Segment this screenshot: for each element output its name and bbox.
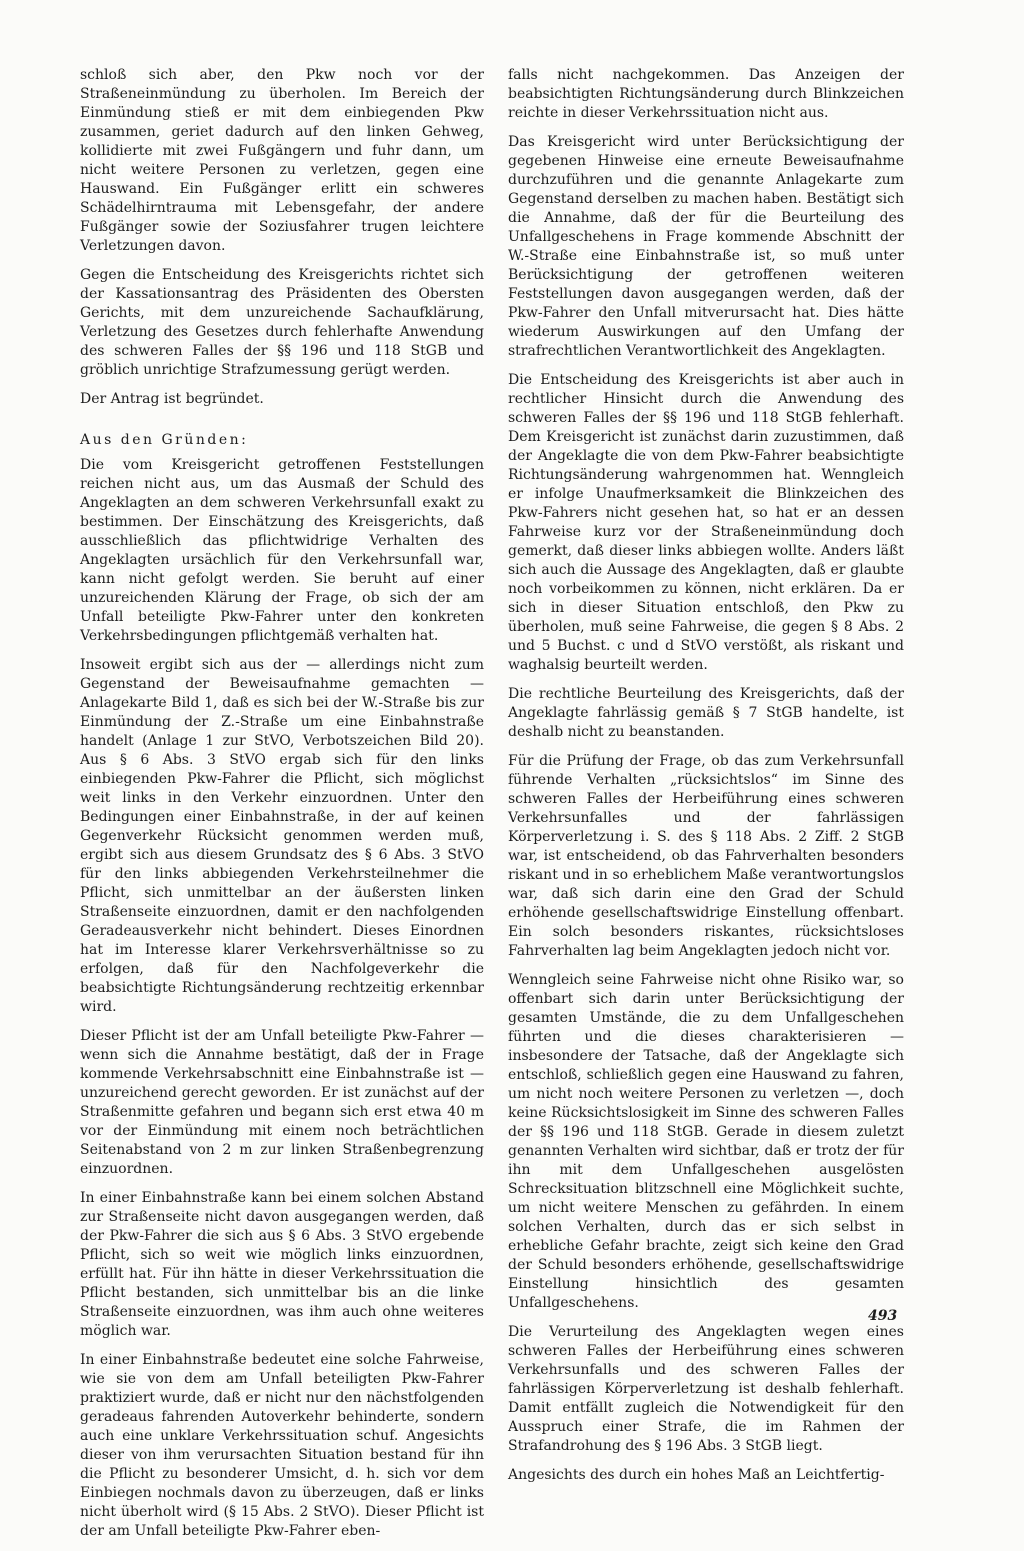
paragraph: Für die Prüfung der Frage, ob das zum Verkehrsunfall führende Verhalten „rücksichtslos“ im Sinne des schweren Falles der Herbeiführung eines schweren Verkehrsunfalles und der fahrlässigen Körperverletzung i. S. des § 118 Abs. 2 Ziff. 2 StGB war, ist entscheidend, ob das Fahrverhalten besonders riskant und in so erheblichem Maße verantwortungslos war, daß sich darin eine den Grad der Schuld erhöhende gesellschaftswidrige Einstellung offenbart. Ein solch besonders riskantes, rücksichtsloses Fahrverhalten lag beim Angeklagten jedoch nicht vor. <box>508 753 904 959</box>
paragraph: falls nicht nachgekommen. Das Anzeigen der beabsichtigten Richtungsänderung durch Blinkzeichen reichte in dieser Verkehrssituation nicht aus. <box>508 67 904 121</box>
paragraph: Der Antrag ist begründet. <box>80 391 264 407</box>
paragraph: Die Verurteilung des Angeklagten wegen eines schweren Falles der Herbeiführung eines schweren Verkehrsunfalls und des schweren Falles der fahrlässigen Körperverletzung ist deshalb fehlerhaft. Damit entfällt zugleich die Notwendigkeit für den Ausspruch einer Strafe, die im Rahmen der Strafandrohung des § 196 Abs. 3 StGB liegt. <box>508 1324 904 1454</box>
paragraph: Die Entscheidung des Kreisgerichts ist aber auch in rechtlicher Hinsicht durch die Anwendung des schweren Falles der §§ 196 und 118 StGB fehlerhaft. Dem Kreisgericht ist zunächst darin zuzustimmen, daß der Angeklagte die von dem Pkw-Fahrer beabsichtigte Richtungsänderung wahrgenommen hat. Wenngleich er infolge Unaufmerksamkeit die Blinkzeichen des Pkw-Fahrers nicht gesehen hat, so hat er an dessen Fahrweise kurz vor der Straßeneinmündung doch gemerkt, daß dieser links abbiegen wollte. Anders läßt sich auch die Aussage des Angeklagten, daß er glaubte noch vorbeikommen zu können, nicht erklären. Da er sich in dieser Situation entschloß, den Pkw zu überholen, muß seine Fahrweise, die gegen § 8 Abs. 2 und 5 Buchst. c und d StVO verstößt, als riskant und waghalsig beurteilt werden. <box>508 372 904 673</box>
page-number: 493 <box>868 1308 898 1324</box>
paragraph: Dieser Pflicht ist der am Unfall beteiligte Pkw-Fahrer — wenn sich die Annahme bestätigt, daß der in Frage kommende Verkehrsabschnitt eine Einbahnstraße ist — unzureichend gerecht geworden. Er ist zunächst auf der Straßenmitte gefahren und begann sich erst etwa 40 m vor der Einmündung mit einem noch beträchtlichen Seitenabstand von 2 m zur linken Straßenbegrenzung einzuordnen. <box>80 1028 484 1177</box>
paragraph: Insoweit ergibt sich aus der — allerdings nicht zum Gegenstand der Beweisaufnahme gemachten — Anlagekarte Bild 1, daß es sich bei der W.-Straße bis zur Einmündung der Z.-Straße um eine Einbahnstraße handelt (Anlage 1 zur StVO, Verbotszeichen Bild 20). Aus § 6 Abs. 3 StVO ergab sich für den links einbiegenden Pkw-Fahrer die Pflicht, sich möglichst weit links in den Verkehr einzuordnen. Unter den Bedingungen einer Einbahnstraße, in der auf keinen Gegenverkehr Rücksicht genommen werden muß, ergibt sich aus diesem Grundsatz des § 6 Abs. 3 StVO für den links abbiegenden Verkehrsteilnehmer die Pflicht, sich unmittelbar an der äußersten linken Straßenseite einzuordnen, damit er den nachfolgenden Geradeausverkehr nicht behindert. Dieses Einordnen hat im Interesse klarer Verkehrsverhältnisse so zu erfolgen, daß für den Nachfolgeverkehr die beabsichtigte Richtungsänderung rechtzeitig erkennbar wird. <box>80 657 484 1015</box>
paragraph: Wenngleich seine Fahrweise nicht ohne Risiko war, so offenbart sich darin unter Berücksichtigung der gesamten Umstände, die zu dem Unfallgeschehen führten und die dieses charakterisieren — insbesondere der Tatsache, daß der Angeklagte sich entschloß, schließlich gegen eine Hauswand zu fahren, um nicht noch weitere Personen zu verletzen —, doch keine Rücksichtslosigkeit im Sinne des schweren Falles der §§ 196 und 118 StGB. Gerade in diesem zuletzt genannten Verhalten wird sichtbar, daß er trotz der für ihn mit dem Unfallgeschehen ausgelösten Schrecksituation blitzschnell eine Möglichkeit suchte, um nicht weitere Menschen zu gefährden. In einem solchen Verhalten, durch das er sich selbst in erhebliche Gefahr brachte, zeigt sich keine den Grad der Schuld besonders erhöhende, gesellschaftswidrige Einstellung hinsichtlich des gesamten Unfallgeschehens. <box>508 972 904 1311</box>
paragraph: Gegen die Entscheidung des Kreisgerichts richtet sich der Kassationsantrag des Präsidenten des Obersten Gerichts, mit dem unzureichende Sachaufklärung, Verletzung des Gesetzes durch fehlerhafte Anwendung des schweren Falles der §§ 196 und 118 StGB und gröblich unrichtige Strafzumessung gerügt werden. <box>80 267 484 378</box>
right-column <box>508 66 904 1495</box>
section-heading: Aus den Gründen: <box>80 432 249 448</box>
paragraph: schloß sich aber, den Pkw noch vor der Straßeneinmündung zu überholen. Im Bereich der Einmündung stieß er mit dem einbiegenden Pkw zusammen, geriet dadurch auf den linken Gehweg, kollidierte mit zwei Fußgängern und fuhr dann, um nicht weitere Personen zu verletzen, gegen eine Hauswand. Ein Fußgänger erlitt ein schweres Schädelhirntrauma mit Lebensgefahr, der andere Fußgänger sowie der Soziusfahrer trugen leichtere Verletzungen davon. <box>80 67 484 254</box>
paragraph: Das Kreisgericht wird unter Berücksichtigung der gegebenen Hinweise eine erneute Beweisaufnahme durchzuführen und die genannte Anlagekarte zum Gegenstand derselben zu machen haben. Bestätigt sich die Annahme, daß der für die Beurteilung des Unfallgeschehens in Frage kommende Abschnitt der W.-Straße eine Einbahnstraße ist, so muß unter Berücksichtigung der getroffenen weiteren Feststellungen davon ausgegangen werden, daß der Pkw-Fahrer den Unfall mitverursacht hat. Dies hätte wiederum Auswirkungen auf den Umfang der strafrechtlichen Verantwortlichkeit des Angeklagten. <box>508 134 904 359</box>
paragraph: Die vom Kreisgericht getroffenen Feststellungen reichen nicht aus, um das Ausmaß der Schuld des Angeklagten an dem schweren Verkehrsunfall exakt zu bestimmen. Der Einschätzung des Kreisgerichts, daß ausschließlich das pflichtwidrige Verhalten des Angeklagten ursächlich für den Verkehrsunfall war, kann nicht gefolgt werden. Sie beruht auf einer unzureichenden Klärung der Frage, ob sich der am Unfall beteiligte Pkw-Fahrer unter den konkreten Verkehrsbedingungen pflichtgemäß verhalten hat. <box>80 457 484 644</box>
paragraph: Angesichts des durch ein hohes Maß an Leichtfertig- <box>508 1467 885 1483</box>
paragraph: In einer Einbahnstraße bedeutet eine solche Fahrweise, wie sie von dem am Unfall beteiligten Pkw-Fahrer praktiziert wurde, daß er nicht nur den nächstfolgenden geradeaus fahrenden Autoverkehr behinderte, sondern auch eine unklare Verkehrssituation schuf. Angesichts dieser von ihm verursachten Situation bestand für ihn die Pflicht zu besonderer Umsicht, d. h. sich vor dem Einbiegen nochmals davon zu überzeugen, daß er links nicht überholt wird (§ 15 Abs. 2 StVO). Dieser Pflicht ist der am Unfall beteiligte Pkw-Fahrer eben- <box>80 1352 484 1539</box>
paragraph: Die rechtliche Beurteilung des Kreisgerichts, daß der Angeklagte fahrlässig gemäß § 7 StGB handelte, ist deshalb nicht zu beanstanden. <box>508 686 904 740</box>
left-column <box>80 66 484 1551</box>
paragraph: In einer Einbahnstraße kann bei einem solchen Abstand zur Straßenseite nicht davon ausgegangen werden, daß der Pkw-Fahrer die sich aus § 6 Abs. 3 StVO ergebende Pflicht, sich so weit wie möglich links einzuordnen, erfüllt hat. Für ihn hätte in dieser Verkehrssituation die Pflicht bestanden, sich unmittelbar bis an die linke Straßenseite einzuordnen, was ihm auch ohne weiteres möglich war. <box>80 1190 484 1339</box>
